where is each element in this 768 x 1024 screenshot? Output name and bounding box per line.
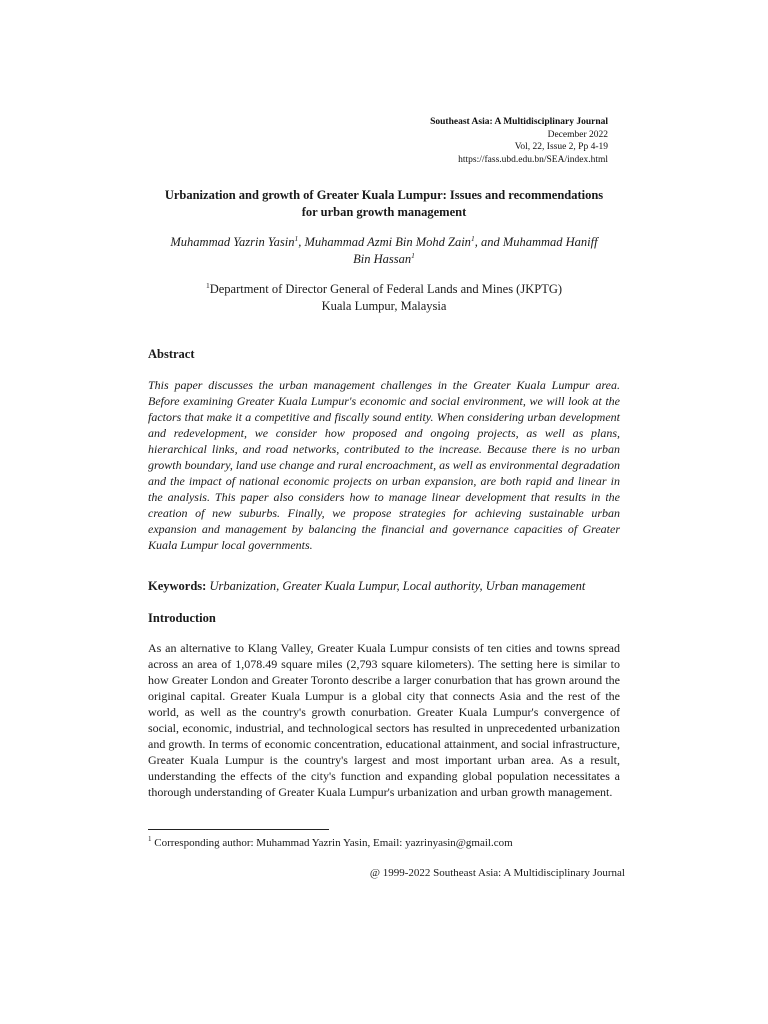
author-affiliation-mark: 1 (411, 251, 415, 260)
affiliation-mark: 1 (205, 281, 210, 290)
introduction-text: As an alternative to Klang Valley, Greater Kuala Lumpur consists of ten cities and towns spread across an area of 1,078.49 square miles (2,793 square kilometers). The setting here is similar to how Greater London and Greater Toronto describe a larger conurbation that has grown around the original capital. Greater Kuala Lumpur is a global city that connects Asia and the rest of the world, as well as the country's growth conurbation. Greater Kuala Lumpur's convergence of social, economic, industrial, and technological sectors has resulted in unprecedented urbanization and growth. In terms of economic concentration, educational attainment, and social infrastructure, Greater Kuala Lumpur is the country's largest and most important urban area. As a result, understanding the effects of the city's function and expanding global population necessitates a thorough understanding of Greater Kuala Lumpur's urbanization and urban growth management. (148, 641, 620, 799)
paper-title-line-2: for urban growth management (301, 205, 467, 219)
affiliation-location: Kuala Lumpur, Malaysia (321, 299, 447, 313)
copyright-notice: @ 1999-2022 Southeast Asia: A Multidisciplinary Journal (369, 867, 625, 879)
author-name: Muhammad Yazrin Yasin (170, 235, 295, 249)
author-affiliation-mark: 1 (470, 234, 475, 243)
keywords-value: Urbanization, Greater Kuala Lumpur, Local authority, Urban management (209, 579, 586, 593)
keywords-label: Keywords: (148, 579, 207, 593)
footnote-marker: 1 (148, 835, 152, 843)
author-name: , Muhammad Azmi Bin Mohd Zain (298, 235, 471, 249)
footnote-divider (148, 829, 329, 830)
introduction-heading: Introduction (148, 611, 216, 625)
journal-url: https://fass.ubd.edu.bn/SEA/index.html (458, 154, 608, 165)
keywords (148, 578, 620, 594)
volume-issue-pages: Vol, 22, Issue 2, Pp 4-19 (514, 142, 608, 152)
paper-title (130, 187, 638, 221)
journal-header (430, 116, 608, 166)
abstract-text: This paper discusses the urban management challenges in the Greater Kuala Lumpur area. Before examining Greater Kuala Lumpur's economic and social environment, we will look at the factors that make it a competitive and fiscally sound entity. When considering urban development and redevelopment, we consider how proposed and ongoing projects, as well as plans, hierarchical links, and road networks, contributed to the increase. Because there is no urban growth boundary, land use change and rural encroachment, as well as environmental degradation and the impact of national economic projects on urban expansion, are both rapid and linear in the analysis. This paper also considers how to manage linear development that results in the creation of new suburbs. Finally, we propose strategies for achieving sustainable urban expansion and management by balancing the financial and governance capacities of Greater Kuala Lumpur local governments. (148, 378, 620, 552)
author-affiliation-mark: 1 (294, 234, 299, 243)
author-line-2 (140, 251, 628, 268)
abstract-heading: Abstract (148, 347, 195, 361)
author-list (140, 234, 628, 268)
affiliation (140, 281, 628, 315)
author-line-1 (140, 234, 628, 251)
affiliation-line-1 (140, 281, 628, 298)
footnote-text: Corresponding author: Muhammad Yazrin Yasin, Email: yazrinyasin@gmail.com (154, 837, 513, 849)
author-name: , and Muhammad Haniff (474, 235, 598, 249)
footnote (148, 836, 513, 850)
issue-date: December 2022 (547, 129, 608, 140)
journal-title: Southeast Asia: A Multidisciplinary Journal (430, 117, 608, 127)
paper-title-line-1: Urbanization and growth of Greater Kuala Lumpur: Issues and recommendations (164, 188, 604, 202)
affiliation-department: Department of Director General of Federal Lands and Mines (JKPTG) (209, 282, 563, 296)
author-name: Bin Hassan (353, 252, 412, 266)
